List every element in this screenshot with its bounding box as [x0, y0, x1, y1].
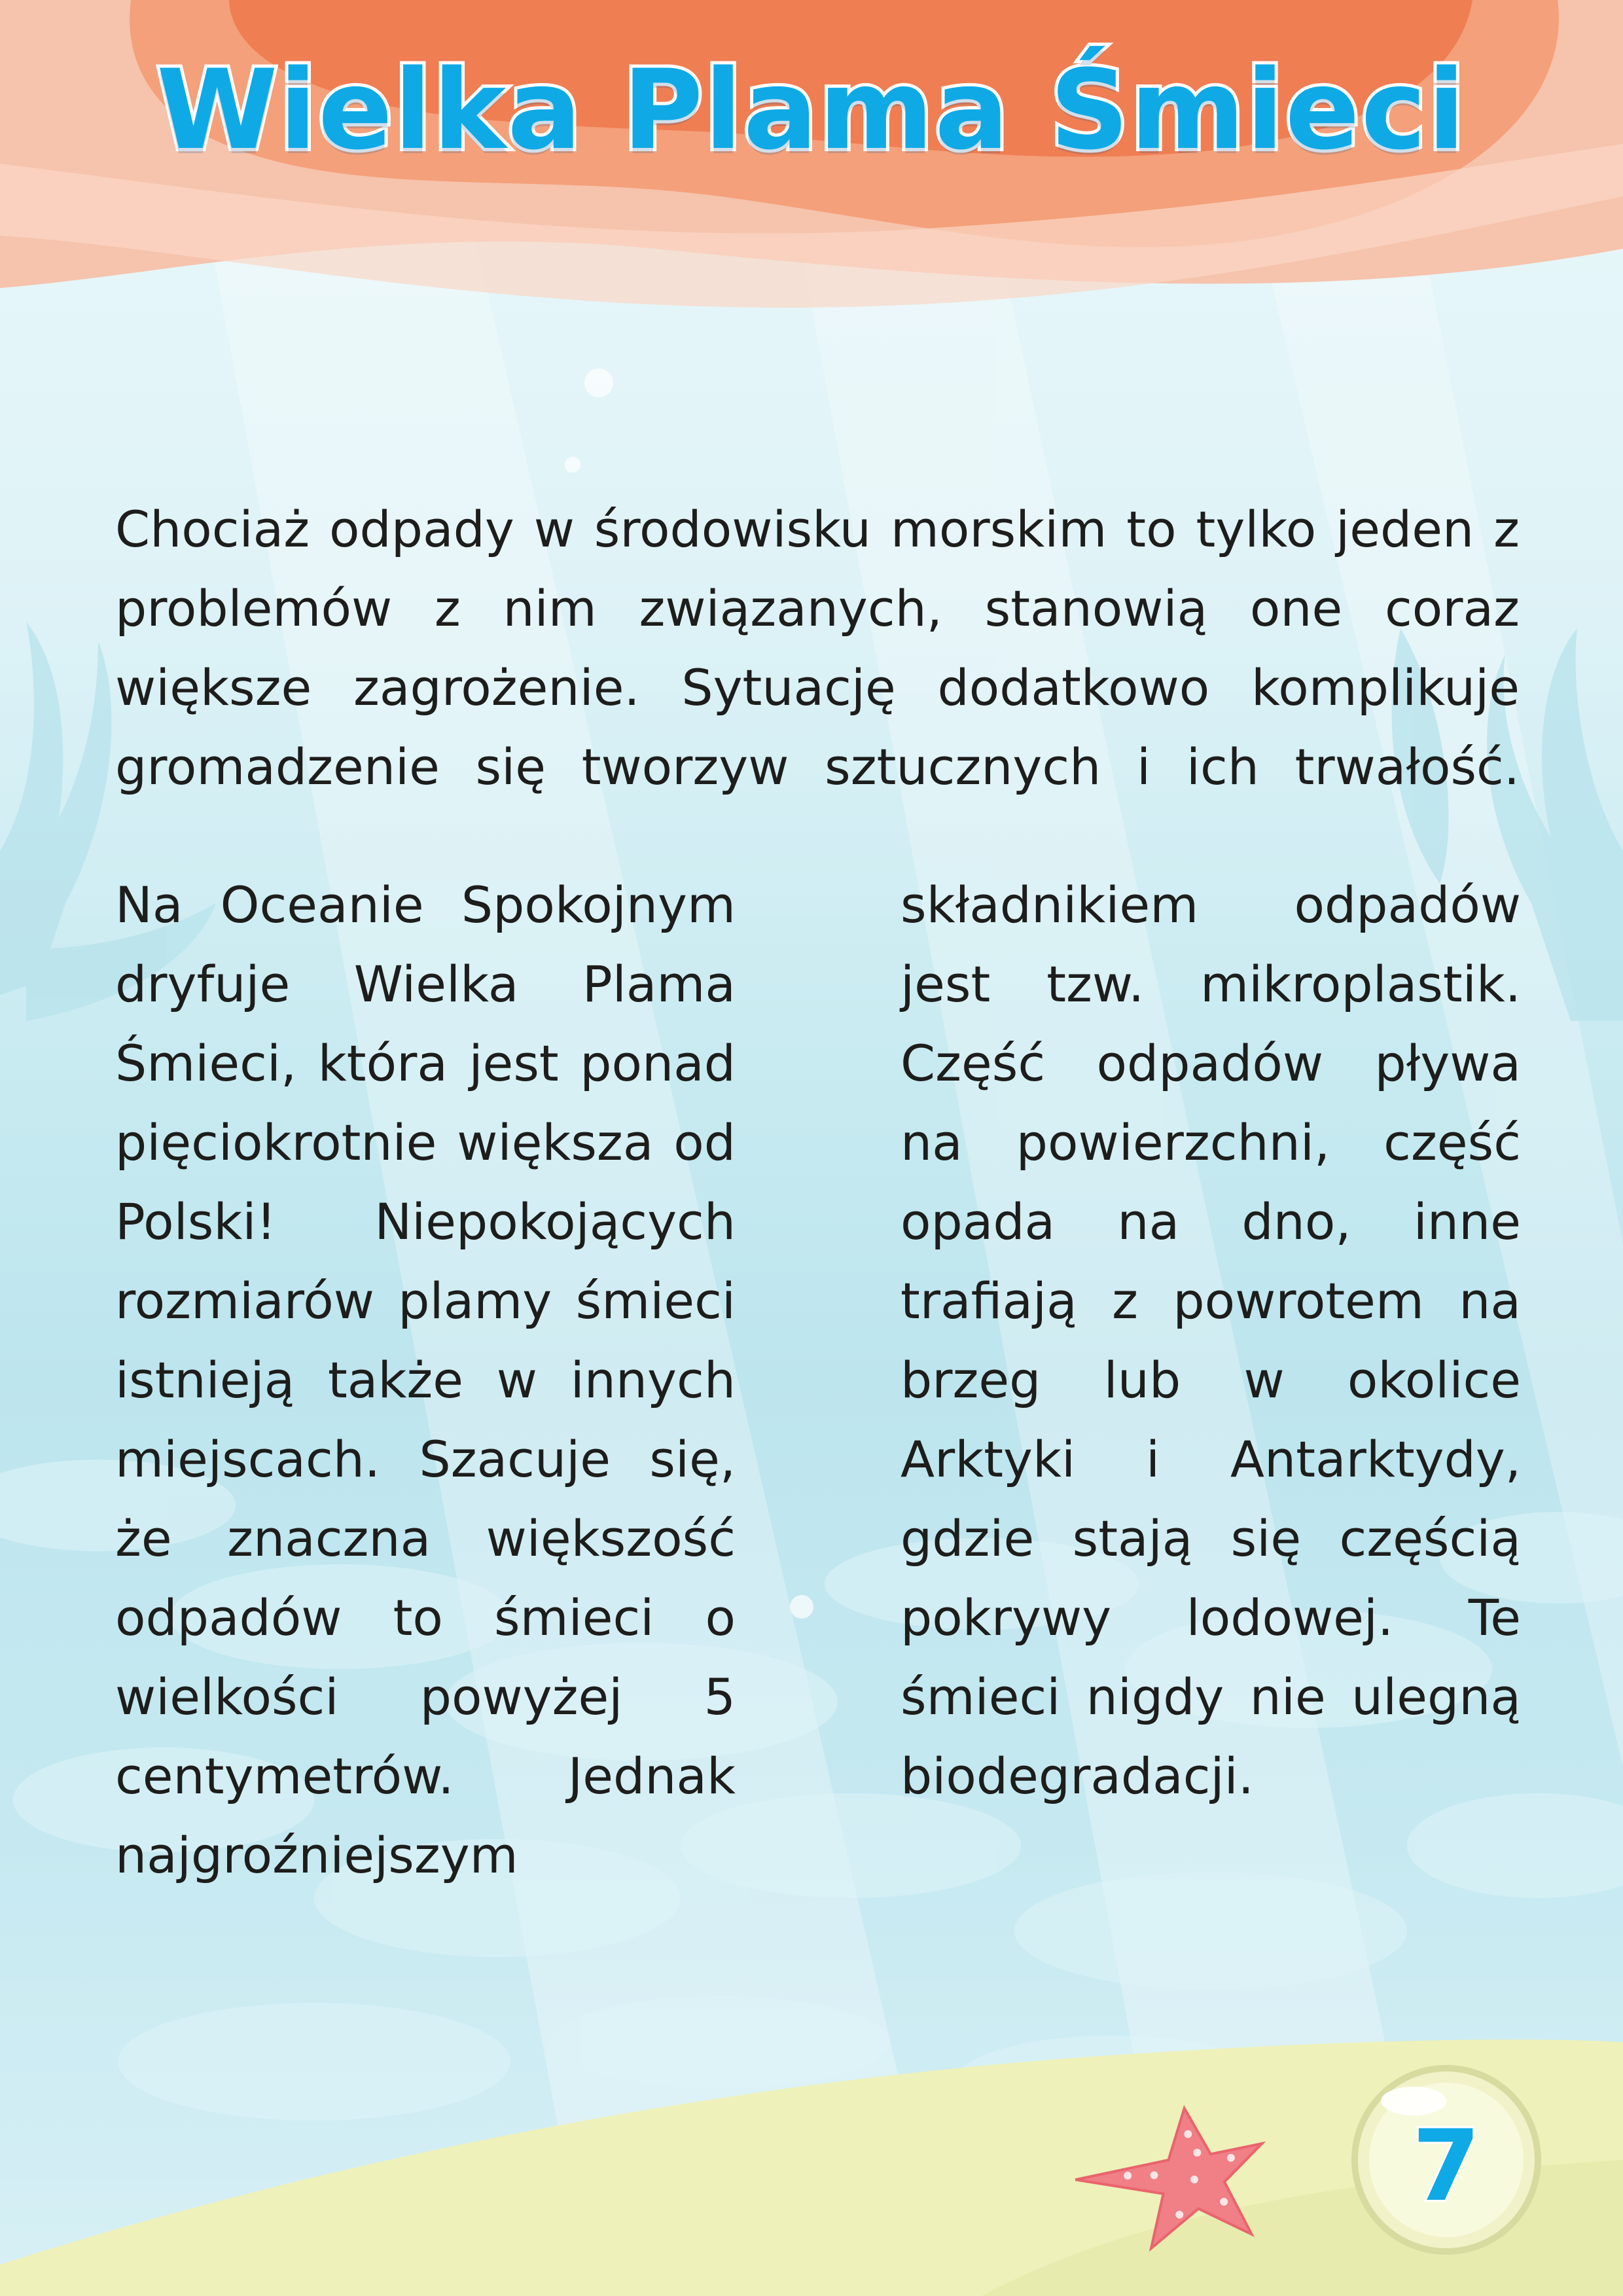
page-title: Wielka Plama Śmieci: [156, 46, 1467, 174]
body-column-right: składnikiem odpadów jest tzw. mikroplastik. Część odpadów pływa na powierzchni, część opada na dno, inne trafiają z powrotem na brzeg lub w okolice Arktyki i Antarktydy, gdzie stają się częścią pokrywy lodowej. Te śmieci nigdy nie ulegną biodegradacji.: [901, 876, 1521, 1805]
page-number: 7: [1412, 2109, 1481, 2223]
intro-paragraph: Chociaż odpady w środowisku morskim to tylko jeden z problemów z nim związanych, stanowią one coraz większe zagrożenie. Sytuację dodatkowo komplikuje gromadzenie się tworzyw sztucznych i ich trwałość.: [115, 500, 1520, 796]
body-column-left: Na Oceanie Spokojnym dryfuje Wielka Plama Śmieci, która jest ponad pięciokrotnie większa od Polski! Niepokojących rozmiarów plamy śmieci istnieją także w innych miejscach. Szacuje się, że znaczna większość odpadów to śmieci o wielkości powyżej 5 centymetrów. Jednak najgroźniejszym: [115, 876, 736, 1884]
